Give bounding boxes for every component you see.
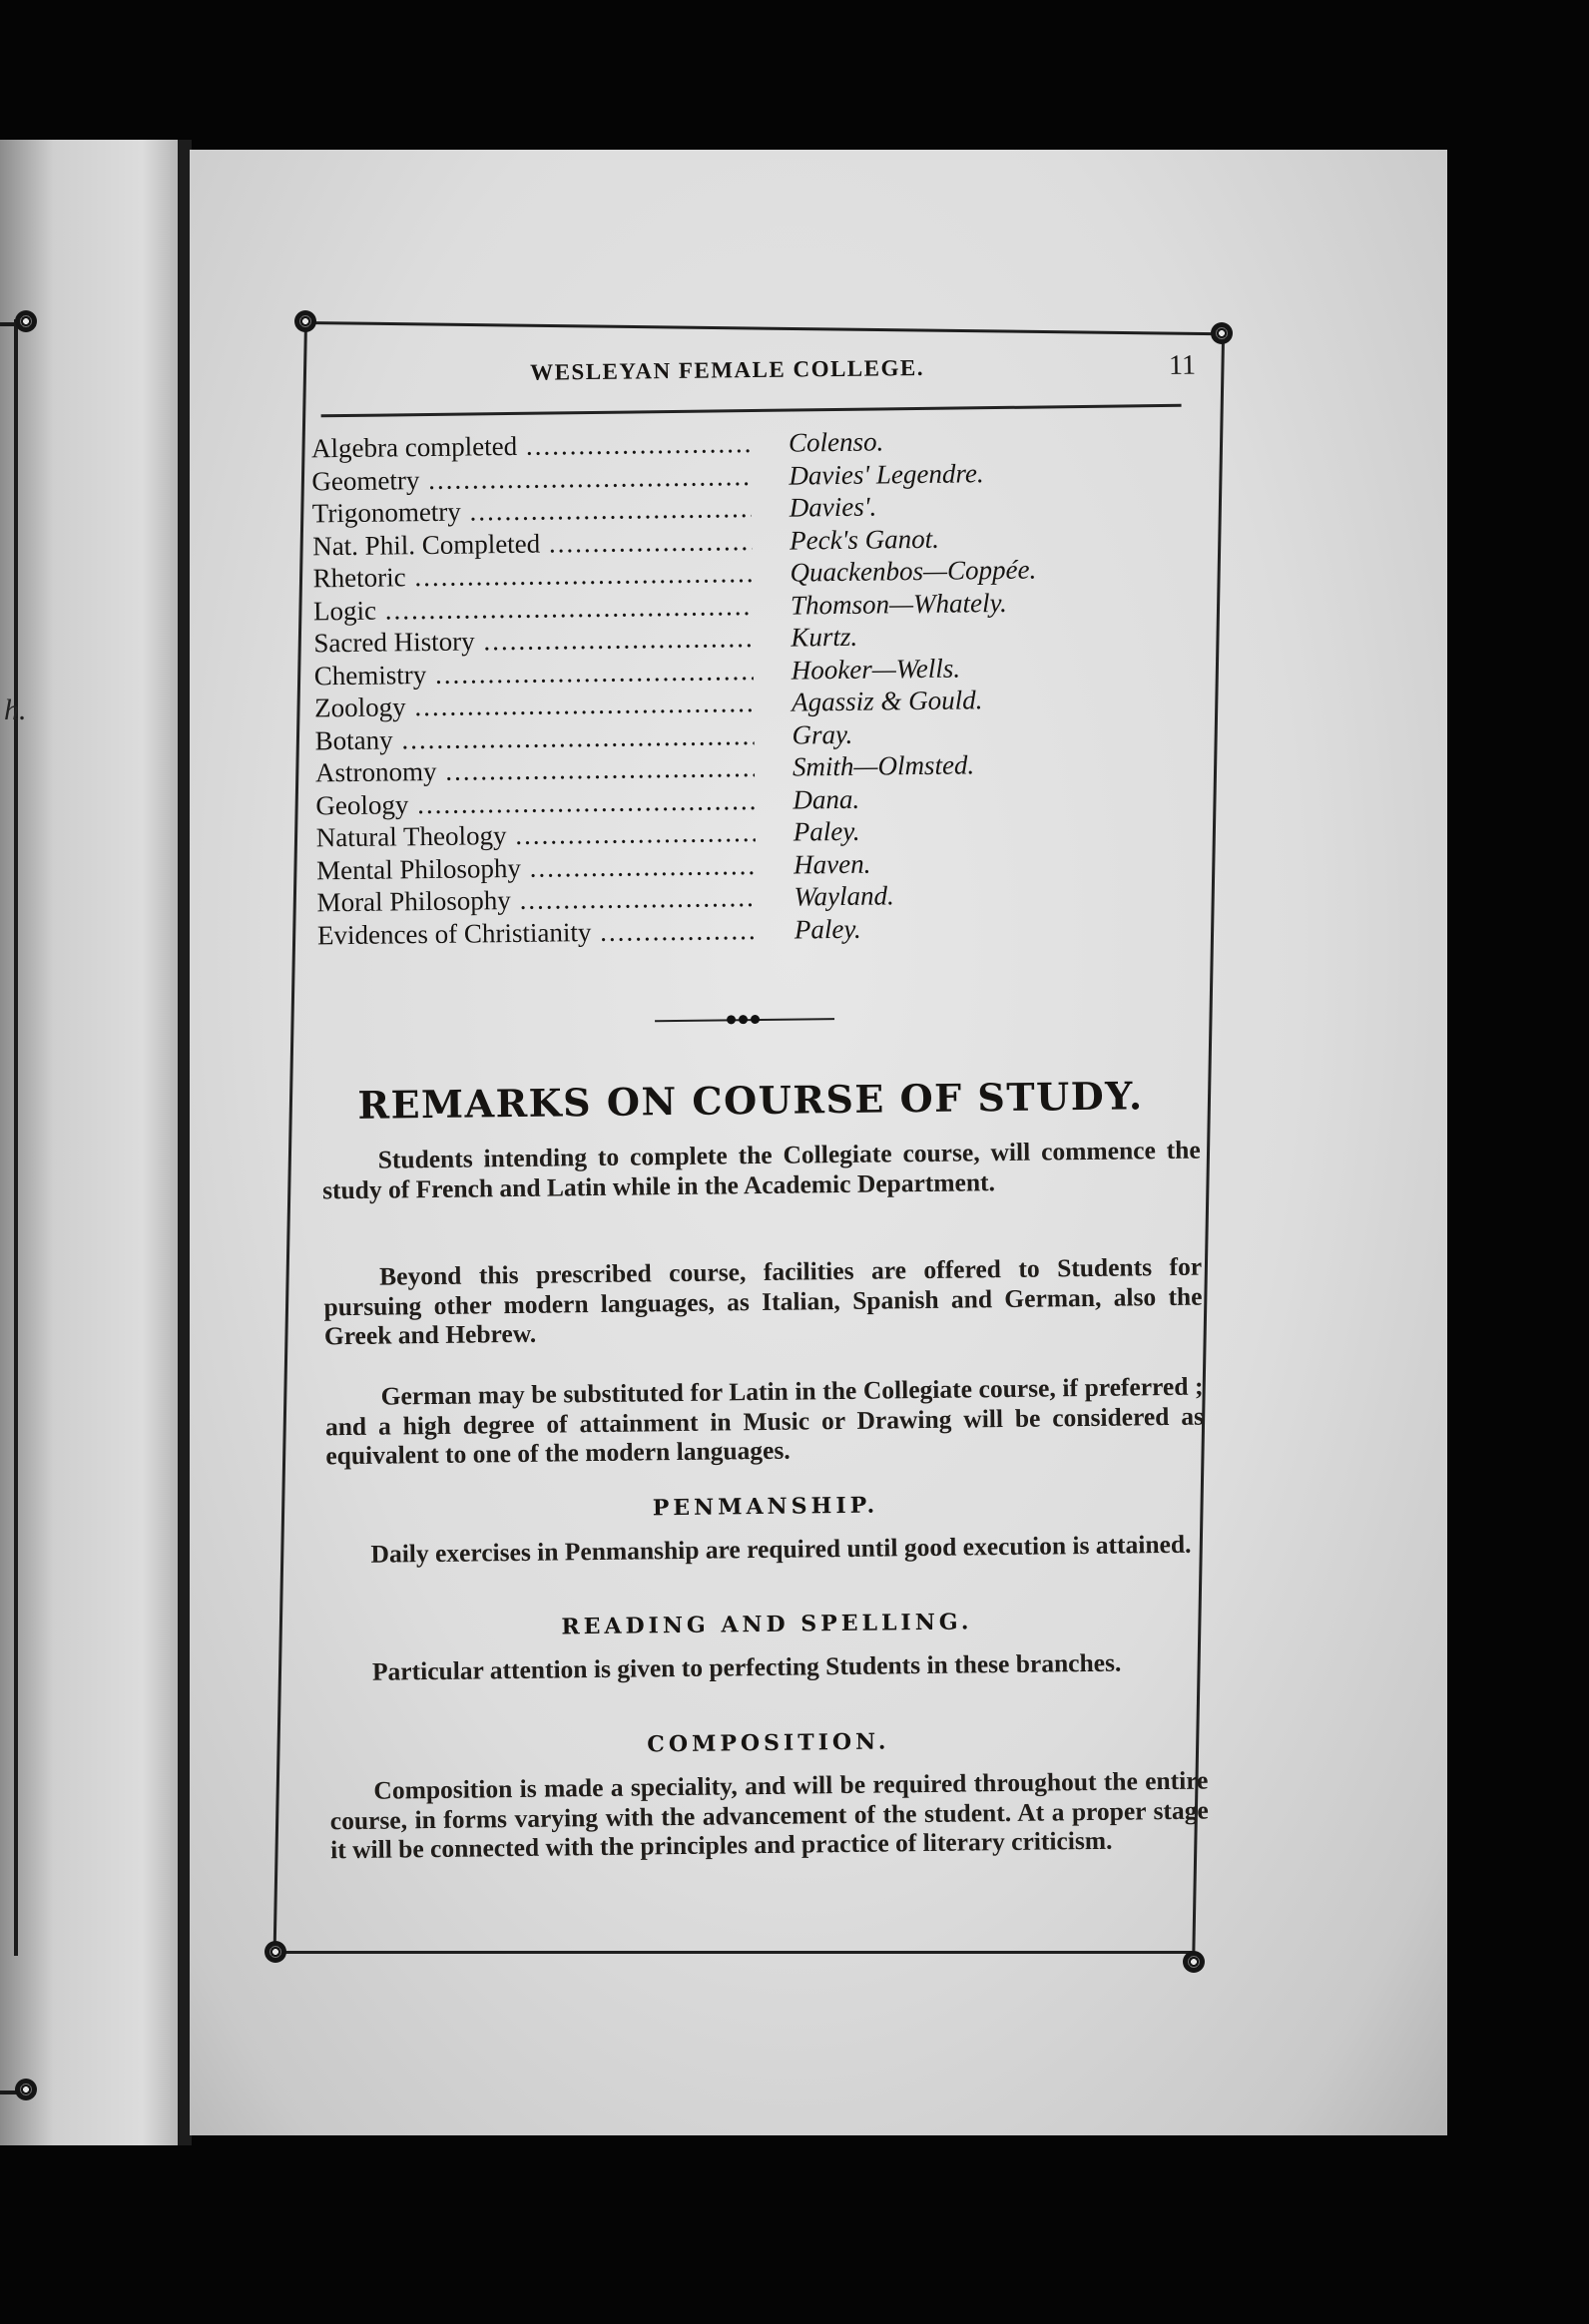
composition-heading: COMPOSITION. [329,1725,1208,1762]
textbook-author: Paley. [794,815,860,848]
divider-dot-icon [739,1015,748,1024]
divider-dot-icon [751,1015,760,1024]
remarks-paragraph [322,1136,1202,1205]
page-number: 11 [1169,350,1196,382]
course-subject: Astronomy ..... [315,751,755,788]
course-subject: Geometry ..... [311,460,751,497]
course-subject: Sacred History ..... [313,622,753,659]
textbook-author: Gray. [792,717,852,750]
course-subject: Natural Theology ..... [316,816,756,853]
running-head: WESLEYAN FEMALE COLLEGE. [530,355,924,386]
paragraph-text: German may be substituted for Latin in the Collegiate course, if preferred ; and a high degree of attainment in Music or Drawing will be considered as equivalent to one of the modern languages. [324,1372,1204,1471]
header-rule [321,404,1182,418]
reading-spelling-heading: READING AND SPELLING. [327,1607,1206,1643]
facing-page-text-fragment: h. [4,694,27,727]
course-textbook-list [311,432,317,951]
textbook-author: Hooker—Wells. [792,652,961,686]
textbook-author: Peck's Ganot. [790,522,939,556]
remarks-paragraph [324,1372,1204,1471]
course-subject: Rhetoric ..... [312,557,752,594]
paragraph-text: Students intending to complete the Collegiate course, will commence the study of French and Latin while in the Academic Department. [322,1136,1202,1205]
paragraph-text: Beyond this prescribed course, facilities are offered to Students for pursuing other modern languages, as Italian, Spanish and German, also the Greek and Hebrew. [323,1252,1203,1351]
course-subject: Moral Philosophy ..... [316,881,756,918]
course-subject: Geology ..... [315,784,755,821]
paragraph-text: Daily exercises in Penmanship are required until good execution is attained. [326,1530,1205,1570]
section-divider-ornament [655,1011,834,1029]
penmanship-heading: PENMANSHIP. [326,1489,1205,1526]
course-subject: Logic ..... [313,590,753,627]
composition-paragraph [329,1766,1209,1865]
course-subject: Chemistry ..... [314,655,754,692]
divider-dot-icon [727,1015,736,1024]
textbook-author: Quackenbos—Coppée. [790,554,1036,589]
course-subject: Evidences of Christianity ..... [317,914,757,951]
reading-spelling-paragraph [328,1647,1207,1687]
textbook-author: Smith—Olmsted. [793,748,975,782]
remarks-paragraph [323,1252,1203,1351]
course-subject: Algebra completed ..... [311,427,751,464]
course-subject: Zoology ..... [314,687,754,723]
course-subject: Nat. Phil. Completed ..... [312,525,752,562]
paragraph-text: Particular attention is given to perfecting Students in these branches. [328,1647,1207,1687]
textbook-author: Paley. [794,912,861,945]
textbook-author: Thomson—Whately. [791,586,1007,621]
textbook-author: Dana. [793,782,859,815]
textbook-author: Davies' Legendre. [789,457,984,491]
textbook-author: Agassiz & Gould. [792,684,983,717]
textbook-author: Davies'. [790,491,877,524]
penmanship-paragraph [326,1530,1205,1570]
course-subject: Botany ..... [314,719,754,756]
section-heading: REMARKS ON COURSE OF STUDY. [321,1073,1180,1129]
course-subject: Trigonometry ..... [312,492,752,529]
paragraph-text: Composition is made a speciality, and will be required throughout the entire course, in forms varying with the advancement of the student. At a proper stage it will be connected with the principles and practice of literary criticism. [329,1766,1209,1865]
textbook-author: Kurtz. [791,621,857,654]
textbook-author: Wayland. [794,879,894,912]
textbook-author: Haven. [794,847,871,880]
course-subject: Mental Philosophy ..... [316,849,756,886]
textbook-author: Colenso. [789,425,884,458]
